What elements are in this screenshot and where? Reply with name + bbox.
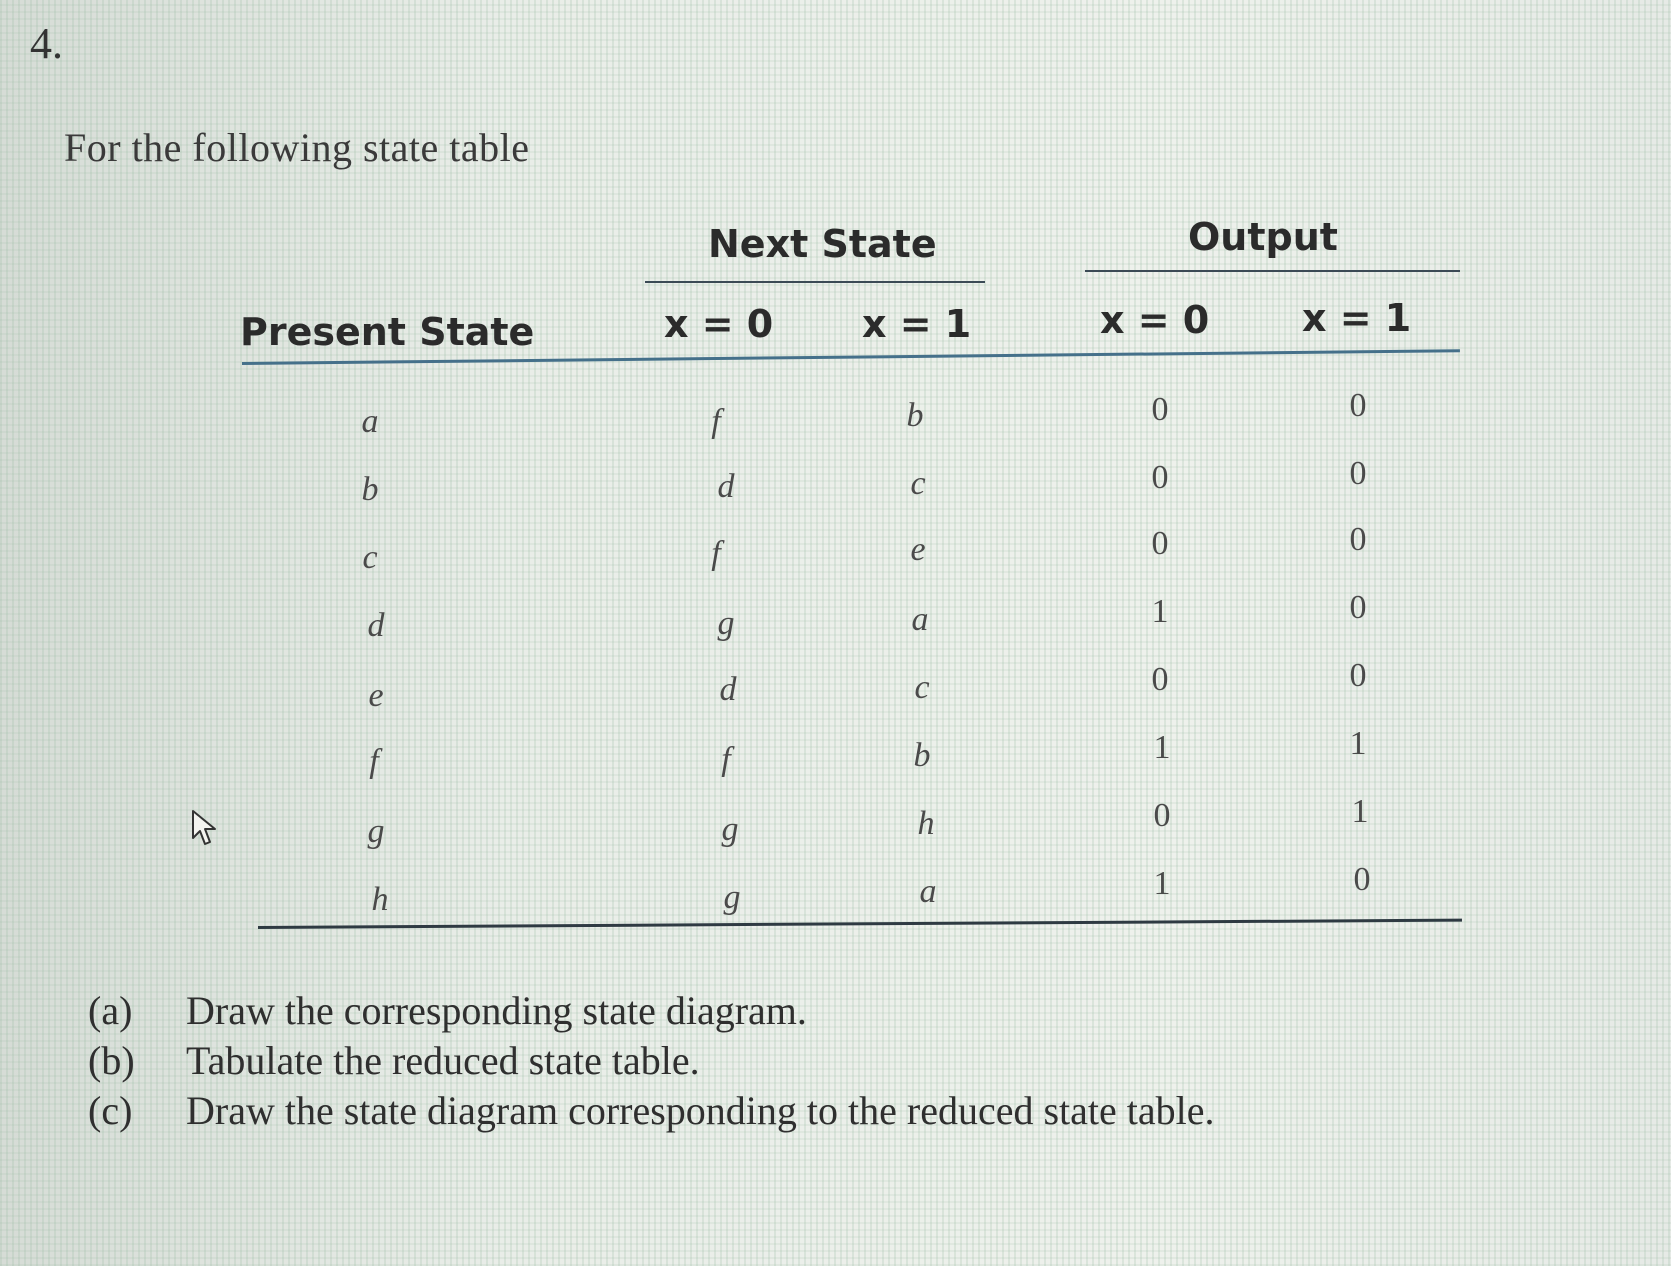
out-x1-cell: 0: [1349, 589, 1367, 626]
next-x0-cell: f: [711, 535, 721, 572]
present-state-cell: h: [371, 881, 389, 918]
next-x0-cell: g: [723, 879, 741, 916]
question-label: (c): [88, 1088, 133, 1133]
next-x0-cell: g: [721, 811, 739, 848]
out-x1-cell: 0: [1349, 455, 1367, 492]
out-x0-cell: 0: [1151, 525, 1169, 562]
out-x0-cell: 1: [1151, 593, 1169, 630]
intro-text: For the following state table: [64, 125, 530, 170]
out-x1-cell: 0: [1349, 387, 1367, 424]
next-x0-header: x = 0: [664, 302, 774, 346]
out-x0-cell: 0: [1151, 661, 1169, 698]
next-x0-cell: f: [721, 741, 731, 778]
next-x0-cell: d: [719, 671, 737, 708]
present-state-header: Present State: [240, 310, 535, 354]
out-x0-cell: 0: [1151, 459, 1169, 496]
output-header: Output: [1188, 215, 1338, 259]
out-x1-cell: 1: [1349, 725, 1367, 762]
question-text: Draw the state diagram corresponding to the reduced state table.: [186, 1088, 1215, 1133]
present-state-cell: f: [369, 743, 379, 780]
question-text: Draw the corresponding state diagram.: [186, 988, 807, 1033]
out-x1-cell: 0: [1349, 521, 1367, 558]
out-x1-cell: 1: [1351, 793, 1369, 830]
next-x0-cell: g: [717, 605, 735, 642]
output-underline: [1085, 270, 1460, 272]
present-state-cell: g: [367, 813, 385, 850]
out-x0-cell: 1: [1153, 729, 1171, 766]
next-state-header: Next State: [708, 222, 937, 266]
next-x1-cell: b: [913, 737, 931, 774]
out-x1-header: x = 1: [1302, 296, 1412, 340]
present-state-cell: b: [361, 471, 379, 508]
next-x1-cell: b: [906, 397, 924, 434]
next-x1-cell: a: [911, 601, 929, 638]
present-state-cell: c: [362, 539, 378, 576]
next-x0-cell: f: [711, 403, 721, 440]
next-x1-cell: e: [910, 531, 926, 568]
out-x0-cell: 0: [1153, 797, 1171, 834]
present-state-cell: d: [367, 607, 385, 644]
question-text: Tabulate the reduced state table.: [186, 1038, 700, 1083]
out-x0-header: x = 0: [1100, 298, 1210, 342]
next-x0-cell: d: [717, 468, 735, 505]
problem-number: 4.: [30, 19, 63, 68]
next-state-underline: [645, 281, 985, 283]
present-state-cell: a: [361, 403, 379, 440]
present-state-cell: e: [368, 677, 384, 714]
question-label: (b): [88, 1038, 135, 1083]
next-x1-cell: a: [919, 873, 937, 910]
next-x1-cell: c: [910, 465, 926, 502]
out-x1-cell: 0: [1349, 657, 1367, 694]
bottom-rule: [258, 919, 1462, 929]
next-x1-header: x = 1: [862, 302, 972, 346]
question-label: (a): [88, 988, 133, 1033]
out-x0-cell: 0: [1151, 391, 1169, 428]
out-x1-cell: 0: [1353, 861, 1371, 898]
mouse-pointer-icon: [190, 808, 226, 850]
next-x1-cell: h: [917, 805, 935, 842]
out-x0-cell: 1: [1153, 865, 1171, 902]
next-x1-cell: c: [914, 669, 930, 706]
